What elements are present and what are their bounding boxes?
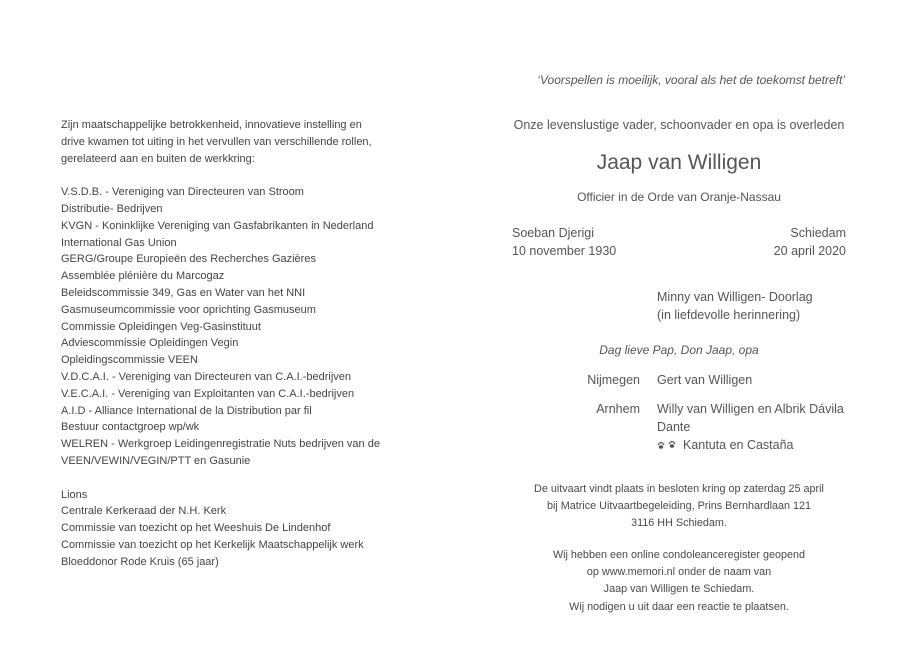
list-item: Beleidscommissie 349, Gas en Water van het NNI [61, 286, 306, 299]
list-item: V.S.D.B. - Vereniging van Directeuren van Stroom [61, 186, 304, 199]
list-item: Commissie Opleidingen Veg-Gasinstituut [61, 320, 261, 333]
birth-place: Soeban Djerigi [512, 226, 594, 240]
other-roles-list [61, 487, 401, 571]
birth-date: 10 november 1930 [512, 244, 617, 258]
list-item: GERG/Groupe Europieën des Recherches Gazières [61, 253, 316, 266]
text-line: Wij hebben een online condoleanceregister geopend [552, 549, 806, 561]
list-item: Gasmuseumcommissie voor oprichting Gasmuseum [61, 303, 316, 316]
decoration-title: Officier in de Orde van Oranje-Nassau [577, 190, 781, 204]
list-item: V.E.C.A.I. - Vereniging van Exploitanten van C.A.I.-bedrijven [61, 387, 355, 400]
roles-column [61, 117, 401, 571]
list-item: Commissie van toezicht op het Weeshuis De Lindenhof [61, 522, 331, 535]
announcement-intro: Onze levenslustige vader, schoonvader en opa is overleden [513, 118, 845, 132]
pets-line [657, 438, 794, 452]
list-item: Distributie- Bedrijven [61, 202, 163, 215]
list-item: KVGN - Koninklijke Vereniging van Gasfabrikanten in Nederland [61, 219, 374, 232]
list-item: Opleidingscommissie VEEN [61, 354, 198, 367]
spouse-note: (in liefdevolle herinnering) [657, 308, 801, 322]
text-line: bij Matrice Uitvaartbegeleiding, Prins Bernhardlaan 121 [546, 500, 812, 513]
death-date: 20 april 2020 [773, 244, 846, 258]
list-item: Bestuur contactgroep wp/wk [61, 421, 200, 434]
funeral-notice [512, 481, 846, 533]
text-line: Wij nodigen u uit daar een reactie te plaatsen. [569, 600, 789, 613]
list-item: Assemblée plénière du Marcogaz [61, 270, 225, 283]
text-line: De uitvaart vindt plaats in besloten kring op zaterdag 25 april [534, 483, 824, 495]
list-item: Bloeddonor Rode Kruis (65 jaar) [61, 555, 219, 568]
family-member: Gert van Willigen [657, 373, 753, 387]
text-line: op www.memori.nl onder de naam van [586, 566, 772, 579]
text-line: drive kwamen tot uiting in het vervullen van verschillende rollen, [61, 135, 372, 148]
list-item: International Gas Union [61, 236, 177, 249]
family-city: Nijmegen [587, 373, 640, 387]
quote: ‘Voorspellen is moeilijk, vooral als het de toekomst betreft’ [537, 73, 845, 87]
list-item: V.D.C.A.I. - Vereniging van Directeuren van C.A.I.-bedrijven [61, 370, 352, 383]
family-member: Dante [657, 420, 691, 434]
list-item: Lions [61, 488, 88, 501]
list-item: A.I.D - Alliance International de la Distribution par fil [61, 404, 312, 417]
condolence-notice [512, 547, 846, 616]
farewell-line: Dag lieve Pap, Don Jaap, opa [599, 343, 759, 357]
text-line: gerelateerd aan en buiten de werkkring: [61, 152, 255, 165]
paw-prints-icon [657, 440, 679, 450]
pets-names: Kantuta en Castaña [683, 438, 794, 452]
family-member: Willy van Willigen en Albrik Dávila [657, 402, 844, 416]
text-line: Zijn maatschappelijke betrokkenheid, innovatieve instelling en [61, 119, 362, 131]
text-line: Jaap van Willigen te Schiedam. [603, 583, 755, 596]
spouse-name: Minny van Willigen- Doorlag [657, 290, 813, 304]
list-item: Adviescommissie Opleidingen Vegin [61, 337, 239, 350]
deceased-name: Jaap van Willigen [596, 151, 762, 174]
death-place: Schiedam [790, 226, 846, 240]
list-item: VEEN/VEWIN/VEGIN/PTT en Gasunie [61, 454, 251, 467]
list-item: WELREN - Werkgroep Leidingenregistratie Nuts bedrijven van de [61, 438, 380, 451]
text-line: 3116 HH Schiedam. [631, 517, 727, 530]
roles-list [61, 184, 401, 470]
list-item: Commissie van toezicht op het Kerkelijk Maatschappelijk werk [61, 538, 364, 551]
family-city: Arnhem [596, 402, 640, 416]
intro-paragraph [61, 117, 401, 167]
list-item: Centrale Kerkeraad der N.H. Kerk [61, 505, 227, 518]
